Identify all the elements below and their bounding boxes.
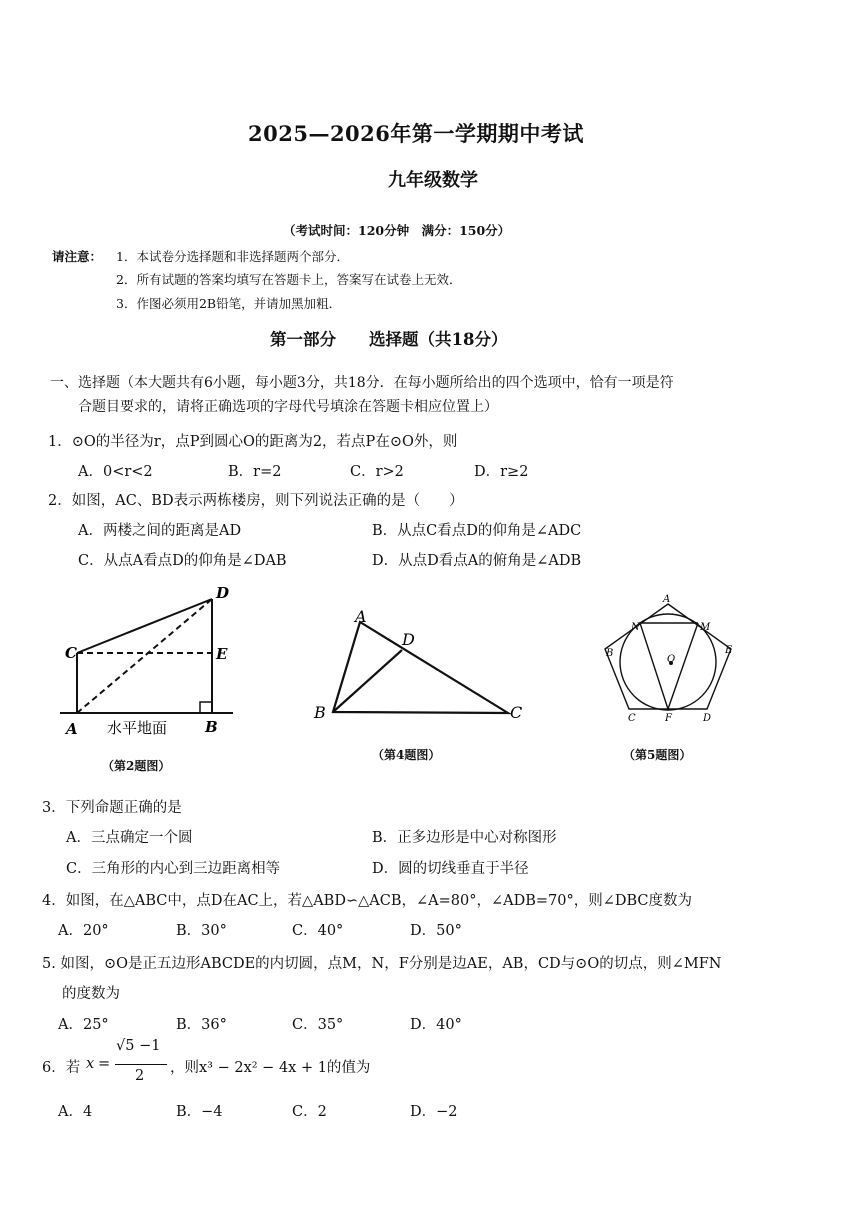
q6-equals: = [98,1056,111,1072]
question-1-stem: 1．⊙O的半径为r，点P到圆心O的距离为2，若点P在⊙O外，则 [48,434,458,450]
label-b: B [606,648,614,659]
label-a: A [66,720,78,738]
q3-option-a: A．三点确定一个圆 [66,830,193,846]
note-item: 1．本试卷分选择题和非选择题两个部分． [116,249,349,264]
q6-denominator: 2 [135,1068,145,1084]
q4-option-d: D．50° [410,923,462,939]
ground-label: 水平地面 [107,719,168,737]
label-n: N [631,622,640,633]
question-3-stem: 3．下列命题正确的是 [42,800,182,816]
label-d: D [402,630,415,649]
question-5-stem: 5. 如图，⊙O是正五边形ABCDE的内切圆，点M，N，F分别是边AE，AB，CD与⊙O的切点，则∠MFN [42,956,722,972]
q5-option-b: B．36° [176,1017,227,1033]
section-instruction-1: 一、选择题（本大题共有6小题，每小题3分，共18分．在每小题所给出的四个选项中，恰有一项是符 [50,375,674,391]
label-d: D [703,713,712,724]
figure-4-caption: （第4题图） [372,748,441,762]
label-b: B [314,703,326,722]
q2-option-d: D．从点D看点A的俯角是∠ADB [372,553,582,569]
line-cd [77,599,212,653]
q3-option-b: B．正多边形是中心对称图形 [372,830,557,846]
q6-option-d: D．−2 [410,1104,458,1120]
question-6-prefix: 6．若 [42,1060,81,1076]
q1-option-d: D．r≥2 [474,464,529,480]
q4-option-c: C．40° [292,923,344,939]
q6-option-a: A．4 [58,1104,93,1120]
q3-option-c: C．三角形的内心到三边距离相等 [66,861,281,877]
label-a: A [663,594,671,605]
label-c: C [628,713,636,724]
q6-option-c: C．2 [292,1104,327,1120]
triangle-mnf [640,623,698,709]
q1-option-b: B．r=2 [228,464,282,480]
question-5-stem-cont: 的度数为 [62,986,120,1002]
label-e: E [216,645,228,663]
figure-2 [55,585,245,745]
note-item: 2．所有试题的答案均填写在答题卡上，答案写在试卷上无效． [116,272,462,287]
question-2-stem: 2．如图，AC、BD表示两栋楼房，则下列说法正确的是（ ） [48,493,464,509]
label-m: M [700,622,711,633]
q3-option-d: D．圆的切线垂直于半径 [372,861,529,877]
q1-option-c: C．r>2 [350,464,404,480]
q4-option-a: A．20° [58,923,109,939]
exam-info: （考试时间：120分钟 满分：150分） [283,223,511,238]
notes-label: 请注意： [52,249,103,264]
q5-option-c: C．35° [292,1017,344,1033]
q6-numerator: √5 −1 [116,1038,161,1054]
section-instruction-2: 合题目要求的，请将正确选项的字母代号填涂在答题卡相应位置上） [78,399,498,415]
label-c: C [510,703,523,722]
note-item: 3．作图必须用2B铅笔，并请加黑加粗． [116,296,342,311]
part-title: 第一部分 选择题（共18分） [270,330,508,349]
q5-option-a: A．25° [58,1017,109,1033]
q4-option-b: B．30° [176,923,227,939]
q2-option-c: C．从点A看点D的仰角是∠DAB [78,553,287,569]
figure-5 [595,592,745,730]
label-d: D [216,585,230,602]
exam-title: 2025—2026年第一学期期中考试 [248,121,584,146]
q5-option-d: D．40° [410,1017,462,1033]
q6-option-b: B．−4 [176,1104,223,1120]
figure-2-caption: （第2题图） [102,759,171,773]
label-f: F [665,713,672,724]
label-c: C [65,644,77,662]
q1-option-a: A．0<r<2 [78,464,153,480]
q2-option-a: A．两楼之间的距离是AD [78,523,242,539]
q6-fraction-bar [115,1064,167,1065]
question-4-stem: 4．如图，在△ABC中，点D在AC上，若△ABD∽△ACB，∠A=80°，∠ADB=70°，则∠DBC度数为 [42,893,692,909]
right-angle-mark [200,702,212,713]
label-a: A [355,607,367,626]
label-b: B [205,718,218,736]
label-e: E [725,645,733,656]
question-6-suffix: ，则x³ − 2x² − 4x + 1的值为 [170,1060,371,1076]
line-ad [77,599,212,713]
figure-4 [310,600,535,725]
q6-variable: x [86,1056,95,1072]
label-o: O [667,654,676,665]
figure-5-caption: （第5题图） [623,748,692,762]
triangle-abc [333,622,508,713]
q2-option-b: B．从点C看点D的仰角是∠ADC [372,523,582,539]
exam-subtitle: 九年级数学 [388,170,478,191]
